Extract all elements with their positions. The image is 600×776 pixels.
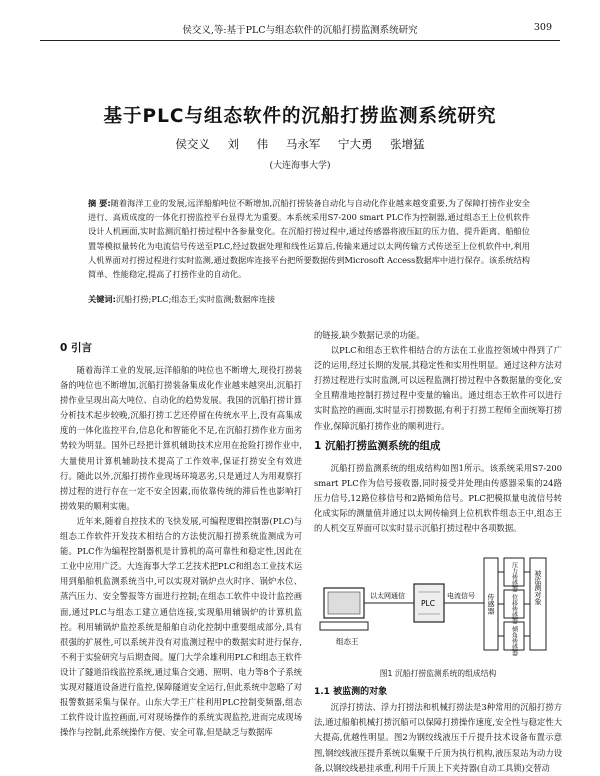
keywords-label: 关键词:: [88, 294, 116, 304]
right-column: [314, 328, 562, 776]
keywords: [88, 293, 530, 306]
current-label: 电流信号: [447, 592, 475, 601]
pressure-sensor-label: 压力传感器: [510, 562, 518, 593]
pc-label: 组态王: [336, 637, 359, 647]
figure-caption: 图1 沉船打捞监测系统的组成结构: [379, 669, 497, 679]
running-title: 侯交义,等:基于PLC与组态软件的沉船打捞监测系统研究: [182, 25, 418, 36]
sensor-boxes: [504, 558, 524, 657]
body-paragraph: 随着海洋工业的发展,远洋船舶的吨位也不断增大,现役打捞装备的吨位也不断增加,沉船打捞装备集成化作业越来越突出,沉船打捞作业呈现出高大吨位、自动化的趋势发展。我国的沉船打捞计算分析技术起步较晚,沉船打捞工艺还停留在传统水平上,没有高集成度的一体化监控平台,信息化和智能化不足,在沉船打捞作业方面劣势较为明显。国外已经把计算机辅助技术应用在抢险打捞作业中,大量使用计算机辅助技术提高了工作效率,保证打捞安全有效进行。随此以外,沉船打捞作业现场环境恶劣,只是通过人为用观察打捞过程的进行存在一定不安全因素,而依靠传统的滞后性也影响打捞效果的顺利实施。: [60, 365, 302, 511]
abstract-text: 随着海洋工业的发展,远洋船舶吨位不断增加,沉船打捞装备自动化与自动化作业越来越变重要,为了保障打捞作业安全进行、高质成度的一体化打捞监控平台显得尤为重要。本系统采用S7-200 smart PLC作为控制器,通过组态王上位机软件设计人机画面,实时监测沉船打捞过程中各参量变化。在沉船打捞过程中,通过传感器将液压缸的压力值、提升距离、船舶位置等模拟量转化为电流信号传送至PLC,经过数据处理和线性运算后,传输来通过以太网传输方式传送至上位机软件中,利用人机界面对打捞过程进行实时监测,通过数据库连接平台把所要数据传到Microsoft Access数据库中进行保存。该系统结构简单、性能稳定,提高了打捞作业的自动化。: [88, 198, 530, 280]
ethernet-label: 以太网通信: [370, 592, 405, 601]
body-paragraph: 的链接,缺少数据记录的功能。: [314, 330, 425, 340]
sensor-label: 传感器: [487, 593, 495, 615]
page-header: [40, 22, 560, 40]
tilt-sensor-label: 倾角传感器: [510, 626, 518, 657]
abstract-label: 摘 要:: [88, 198, 111, 208]
keyboard-icon: [320, 622, 368, 630]
subsection-heading-1-1: 1.1 被监测的对象: [314, 687, 388, 698]
page-number: 309: [533, 22, 552, 33]
system-diagram: [314, 536, 562, 664]
displacement-sensor-label: 位移传感器: [510, 594, 518, 625]
section-heading-intro: 0 引言: [60, 342, 92, 354]
figure-1: [314, 536, 562, 664]
affiliation: (大连海事大学): [269, 161, 331, 171]
body-paragraph: 以PLC和组态王软件相结合的方法在工业监控领域中得到了广泛的运用,经过长期的发展,其稳定性和实用性明显。通过这种方法对打捞过程进行实时监测,可以远程监测打捞过程中各数据量的变化,安全且精准地控制打捞过程中变量的输出。通过组态王软件可以进行实时监控的画面,实时显示打捞数据,有利于打捞工程师全面统筹打捞作业,保障沉船打捞作业的顺利进行。: [314, 345, 562, 431]
header-rule: [40, 40, 560, 41]
abstract: [88, 196, 530, 281]
monitored-object-label: 被监测对象: [534, 570, 542, 606]
body-paragraph: 沉船打捞监测系统的组成结构如图1所示。该系统采用S7-200 smart PLC作为信号接收器,同时接受并处理由传感器采集的24路压力信号,12路位移信号和2路倾角信号。PLC把模拟量电流信号转化成实际的测量值并通过以太网传输到上位机软件组态王中,组态王的人机交互界面可以实时显示沉船打捞过程中各项数据。: [314, 462, 562, 534]
section-heading-1: 1 沉船打捞监测系统的组成: [314, 439, 441, 452]
paper-title: 基于PLC与组态软件的沉船打捞监测系统研究: [103, 106, 497, 127]
body-paragraph: 沉浮打捞法、浮力打捞法和机械打捞法是3种常用的沉船打捞方法,通过船舶机械打捞沉船可以保障打捞操作速度,安全性与稳定性大大提高,优越性明显。图2为钢绞线液压千斤提升技术设备布置示意图,钢绞线液压提升系统以集聚千斤顶为执行机构,液压泵站为动力设备,以钢绞线悬挂承重,利用千斤顶上下夹持器(自动工具锁)交替动: [314, 702, 562, 773]
author-list: 侯交义 刘 伟 马永军 宁大勇 张增猛: [175, 137, 425, 151]
left-column: [60, 336, 302, 740]
body-paragraph: 近年来,随着自控技术的飞快发展,可编程逻辑控制器(PLC)与组态工作软件开发技术相结合的方法使沉船打捞系统监测成为可能。PLC作为编程控制器机是计算机的高可靠性和稳定性,因此在工业中应用广泛。大连海事大学工艺技术把PLC和组态工业技术运用到船舶机监测系统当中,可以实现对锅炉点火时序、锅炉水位、蒸汽压力、安全警报等方面进行控制;在组态工软件中设计监控画面,通过PLC与组态工建立通信连接,实现船用辅锅炉的计算机监控。利用辅锅炉监控系统是船舶自动化控制中重要组成部分,具有很强的扩展性,可以系统并没有对监测过程中的数据实时进行保存,不利于实验研究与后期查阅。厦门大学余雄利用PLC和组态王软件设计了隧道沿线监控系统,通过集合交通、照明、电力等8个子系统实现对隧道设备进行监控,保障隧道安全运行,但此系统中忽略了对报警数据采集与保存。山东大学王广柱利用PLC控制变频器,组态工软件设计监控画面,可对现场操作的系统实现监控,进而完成现场操作与控制,此系统操作方便、安全可靠,但是缺乏与数据库: [60, 515, 302, 738]
plc-label: PLC: [421, 599, 435, 609]
screen-icon: [328, 592, 360, 614]
keywords-text: 沉船打捞;PLC;组态王;实时监测;数据库连接: [115, 294, 276, 304]
